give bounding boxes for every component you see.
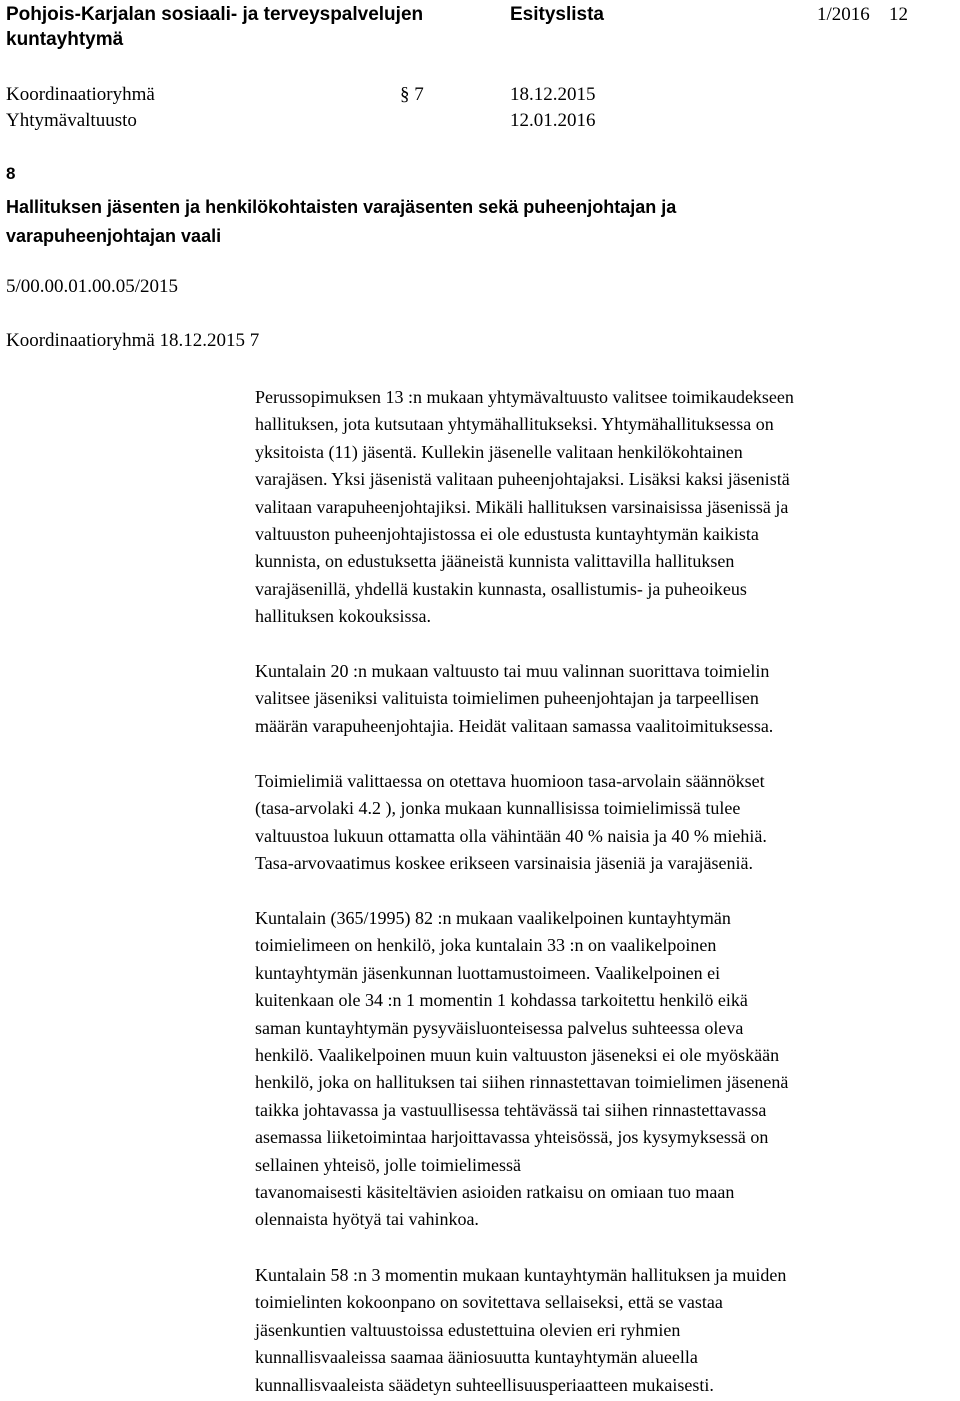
paragraph: [255, 1262, 955, 1399]
organization-line-2: kuntayhtymä: [6, 29, 124, 50]
issue-number: 1/2016: [817, 4, 870, 25]
paragraph-line: olennaista hyötyä tai vahinkoa.: [255, 1209, 479, 1230]
paragraph-line: Kuntalain 58 :n 3 momentin mukaan kuntayhtymän hallituksen ja muiden: [255, 1265, 787, 1285]
paragraph-line: kunnista, on edustuksetta jääneistä kunnista valittavilla hallituksen: [255, 551, 735, 572]
paragraph-line: määrän varapuheenjohtajia. Heidät valitaan samassa vaalitoimituksessa.: [255, 715, 774, 736]
paragraph-line: Kuntalain (365/1995) 82 :n mukaan vaalikelpoinen kuntayhtymän: [255, 908, 731, 928]
paragraph-line: valtuuston puheenjohtajistossa ei ole edustusta kuntayhtymän kaikista: [255, 524, 759, 545]
paragraph: [255, 905, 955, 1234]
paragraph-line: sellainen yhteisö, jolle toimielimessä: [255, 1154, 521, 1175]
paragraph-line: taikka johtavassa ja vastuullisessa tehtävässä tai siihen rinnastettavassa: [255, 1099, 767, 1120]
paragraph-line: toimielinten kokoonpano on sovitettava sellaiseksi, että se vastaa: [255, 1292, 723, 1313]
meeting-row: [6, 108, 137, 133]
case-number: 8: [6, 164, 16, 183]
paragraph-line: Toimielimiä valittaessa on otettava huomioon tasa-arvolain säännökset: [255, 771, 765, 791]
paragraph-line: asemassa liiketoimintaa harjoittavassa yhteisössä, jos kysymyksessä on: [255, 1127, 769, 1148]
meeting-section: [400, 82, 424, 107]
paragraph-line: Tasa-arvovaatimus koskee erikseen varsinaisia jäseniä ja varajäseniä.: [255, 853, 754, 874]
organization-name: [6, 2, 423, 52]
paragraph-line: valitaan varapuheenjohtajiksi. Mikäli hallituksen varsinaisissa jäsenissä ja: [255, 496, 789, 517]
meeting-row: [6, 82, 155, 107]
paragraph-line: saman kuntayhtymän pysyväisluonteisessa palvelus suhteessa oleva: [255, 1017, 744, 1038]
case-title: [6, 193, 866, 251]
paragraph-line: kuitenkaan ole 34 :n 1 momentin 1 kohdassa tarkoitettu henkilö eikä: [255, 990, 748, 1011]
paragraph-line: kunnallisvaaleista säädetyn suhteellisuusperiaatteen mukaisesti.: [255, 1374, 714, 1395]
meeting-date: 18.12.2015: [510, 84, 596, 105]
paragraph-line: jäsenkuntien valtuustoissa edustettuina olevien eri ryhmien: [255, 1319, 681, 1340]
paragraph-line: valtuustoa lukuun ottamatta olla vähintään 40 % naisia ja 40 % miehiä.: [255, 825, 767, 846]
paragraph-line: (tasa-arvolaki 4.2 ), jonka mukaan kunnallisissa toimielimissä tulee: [255, 798, 741, 819]
paragraph: [255, 768, 955, 878]
organization-line-1: Pohjois-Karjalan sosiaali- ja terveyspalvelujen: [6, 4, 424, 25]
paragraph-line: henkilö. Vaalikelpoinen muun kuin valtuuston jäseneksi ei ole myöskään: [255, 1045, 780, 1066]
paragraph-line: varajäsen. Yksi jäsenistä valitaan puheenjohtajaksi. Lisäksi kaksi jäsenistä: [255, 469, 790, 490]
meeting-body: Koordinaatioryhmä: [6, 84, 155, 105]
document-type: Esityslista: [510, 4, 604, 25]
paragraph-line: varajäsenillä, yhdellä kustakin kunnasta, osallistumis- ja puheoikeus: [255, 578, 747, 599]
paragraph-line: Kuntalain 20 :n mukaan valtuusto tai muu valinnan suorittava toimielin: [255, 661, 770, 681]
case-title-line-2: varapuheenjohtajan vaali: [6, 226, 222, 246]
paragraph-line: hallituksen kokouksissa.: [255, 606, 431, 627]
paragraph-line: kuntayhtymän jäsenkunnan luottamustoimeen. Vaalikelpoinen ei: [255, 962, 721, 983]
paragraph-line: yksitoista (11) jäsentä. Kullekin jäsenelle valitaan henkilökohtainen: [255, 441, 743, 462]
case-title-line-1: Hallituksen jäsenten ja henkilökohtaisten varajäsenten sekä puheenjohtajan ja: [6, 197, 677, 217]
paragraph: [255, 384, 955, 631]
paragraph: [255, 658, 955, 740]
paragraph-line: valitsee jäseniksi valituista toimielimen puheenjohtajan ja tarpeellisen: [255, 688, 759, 709]
paragraph-line: toimielimeen on henkilö, joka kuntalain 33 :n on vaalikelpoinen: [255, 935, 717, 956]
handling-note-text: Koordinaatioryhmä 18.12.2015 7: [6, 330, 260, 351]
paragraph-line: hallituksen, jota kutsutaan yhtymähallitukseksi. Yhtymähallituksessa on: [255, 414, 774, 435]
paragraph-line: henkilö, joka on hallituksen tai siihen rinnastettavan toimielimen jäsenenä: [255, 1072, 789, 1093]
diary-number: 5/00.00.01.00.05/2015: [6, 276, 179, 297]
meeting-date: 12.01.2016: [510, 110, 596, 131]
section-mark: §: [400, 84, 410, 105]
paragraph-line: Perussopimuksen 13 :n mukaan yhtymävaltuusto valitsee toimikaudekseen: [255, 387, 794, 407]
page-number: 12: [889, 4, 908, 25]
meeting-body: Yhtymävaltuusto: [6, 110, 137, 131]
handling-note: [6, 330, 259, 352]
paragraph-line: kunnallisvaaleissa saamaa ääniosuutta kuntayhtymän alueella: [255, 1347, 698, 1368]
meeting-section-number: 7: [414, 84, 424, 105]
paragraph-line: tavanomaisesti käsiteltävien asioiden ratkaisu on omiaan tuo maan: [255, 1182, 735, 1203]
